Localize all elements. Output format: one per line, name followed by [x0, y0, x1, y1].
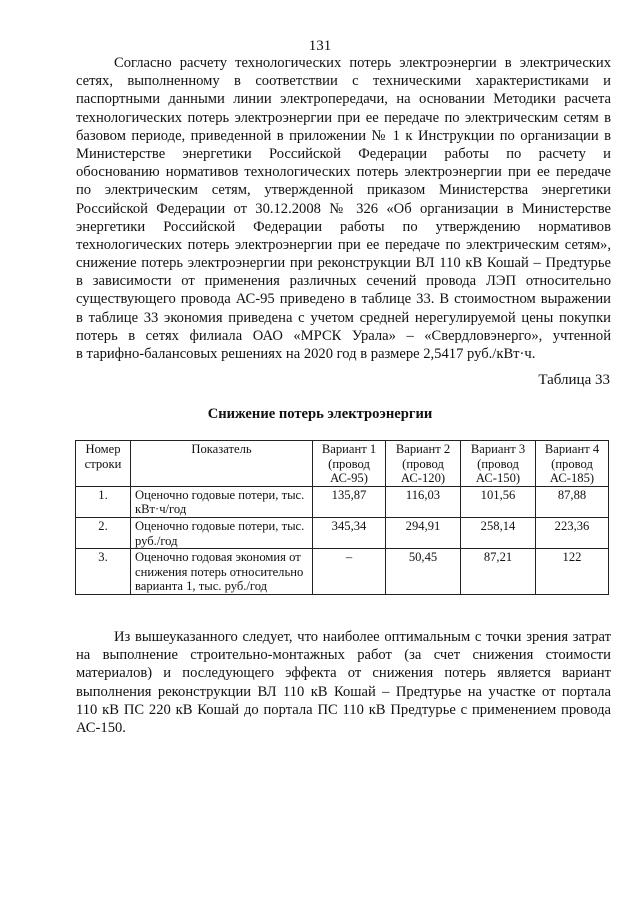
text-line: Министерстве энергетики Российской Федерации работы по расчету и: [76, 145, 611, 162]
indicator-cell: Оценочно годовая экономия от снижения потерь относительно варианта 1, тыс. руб./год: [131, 549, 313, 595]
text-line: потерь в сетях филиала ОАО «МРСК Урала» – «Свердловэнерго», учтенной: [76, 327, 611, 344]
value-cell: 116,03: [386, 486, 461, 517]
row-number-cell: 1.: [76, 486, 131, 517]
value-cell: 101,56: [461, 486, 536, 517]
losses-table: [75, 440, 609, 595]
page-number: 131: [308, 38, 332, 54]
header-indicator: Показатель: [131, 441, 313, 487]
paragraph-2: [76, 628, 611, 737]
value-cell: 294,91: [386, 517, 461, 548]
value-cell: 345,34: [313, 517, 386, 548]
value-cell: 122: [536, 549, 609, 595]
text-line: энергетики Российской Федерации работы по утверждению нормативов: [76, 218, 611, 235]
paragraph-1: [76, 54, 611, 363]
text-line: в зависимости от применения различных сечений провода ЛЭП относительно: [76, 273, 611, 290]
text-line: Российской Федерации от 30.12.2008 № 326 «Об организации в Министерстве: [76, 200, 611, 217]
text-line: АС-150.: [76, 719, 126, 736]
text-line: в тарифно-балансовых решениях на 2020 год в размере 2,5417 руб./кВт·ч.: [76, 346, 536, 362]
text-line: существующего провода АС-95 приведено в таблице 33. В стоимостном выражении: [76, 291, 611, 308]
value-cell: 87,21: [461, 549, 536, 595]
value-cell: 87,88: [536, 486, 609, 517]
text-line: в таблице 33 экономия приведена с учетом средней нерегулируемой цены покупки: [76, 309, 611, 326]
value-cell: 50,45: [386, 549, 461, 595]
text-line: технологических потерь электроэнергии при ее передаче по электрическим сетям в: [76, 109, 611, 126]
text-line: выполнения реконструкции ВЛ 110 кВ Кошай – Предтурье на участке от портала: [76, 683, 611, 700]
header-variant-4: Вариант 4 (провод АС-185): [536, 441, 609, 487]
value-cell: 135,87: [313, 486, 386, 517]
text-line: материалов) и последующего эффекта от снижения потерь является вариант: [76, 665, 611, 682]
value-cell: 223,36: [536, 517, 609, 548]
text-line: снижение потерь электроэнергии при реконструкции ВЛ 110 кВ Кошай – Предтурье: [76, 255, 611, 272]
header-variant-2: Вариант 2 (провод АС-120): [386, 441, 461, 487]
text-line: 110 кВ ПС 220 кВ Кошай до портала ПС 110 кВ Предтурье с применением провода: [76, 701, 611, 718]
table-caption: Таблица 33: [538, 372, 610, 388]
text-line: на выполнение строительно-монтажных работ (за счет снижения стоимости: [76, 647, 611, 664]
table-header-row: [76, 441, 609, 487]
indicator-cell: Оценочно годовые потери, тыс. кВт·ч/год: [131, 486, 313, 517]
header-variant-1: Вариант 1 (провод АС-95): [313, 441, 386, 487]
value-cell: 258,14: [461, 517, 536, 548]
text-line: по электрическим сетям, утвержденной приказом Министерства энергетики: [76, 182, 611, 199]
indicator-cell: Оценочно годовые потери, тыс. руб./год: [131, 517, 313, 548]
table-row: [76, 549, 609, 595]
text-line: Из вышеуказанного следует, что наиболее оптимальным с точки зрения затрат: [114, 629, 611, 645]
row-number-cell: 3.: [76, 549, 131, 595]
table-title: Снижение потерь электроэнергии: [207, 406, 433, 422]
table-row: [76, 486, 609, 517]
text-line: базовом периоде, приведенной в приложении № 1 к Инструкции по организации в: [76, 127, 611, 144]
text-line: паспортными данными линии электропередачи, на основании Методики расчета: [76, 91, 611, 108]
header-row-number: Номер строки: [76, 441, 131, 487]
text-line: сетях, выполненному в соответствии с техническими характеристиками и: [76, 73, 611, 90]
header-variant-3: Вариант 3 (провод АС-150): [461, 441, 536, 487]
text-line: обоснованию нормативов технологических потерь электроэнергии при ее передаче: [76, 164, 611, 181]
value-cell: –: [313, 549, 386, 595]
table-row: [76, 517, 609, 548]
row-number-cell: 2.: [76, 517, 131, 548]
text-line: Согласно расчету технологических потерь электроэнергии в электрических: [114, 55, 611, 71]
text-line: технологических потерь электроэнергии при ее передаче по электрическим сетям»,: [76, 236, 611, 253]
